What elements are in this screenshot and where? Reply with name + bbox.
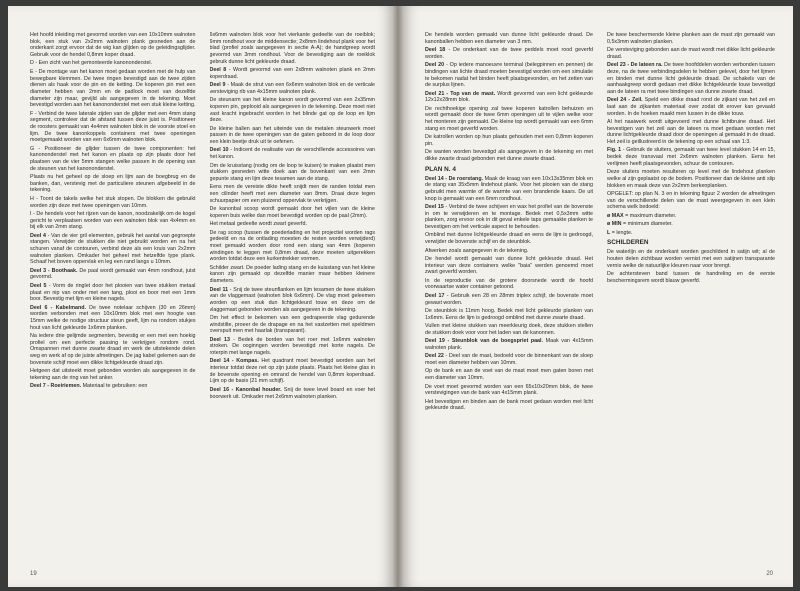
paragraph: De twee beschermende kleine planken aan de mast zijn gemaakt van 0,5x3mm walnoten planken. bbox=[607, 32, 775, 45]
paragraph: Eens men de vereiste dikte heeft snijdt men de randen totdat men een cilinder heeft met een diameter van 8mm. Draai deze tegen schuurpapier om een pluizend oppervlak te verkrijgen. bbox=[209, 184, 375, 204]
section-heading: SCHILDEREN bbox=[607, 239, 649, 247]
paragraph: Deel 4 - Van de vier gril elementen, gebruik het aantal van gegroepte stangen. Verwijder de stukken die niet gebruikt worden en na het schuren vanaf de contouren, verbind deze als een kruis van 2x2mm walnoten planken. Omkader het geheel met hetzelfde type plank. Schaaf het boven oppervlak en leg een rand langs u 10mm. bbox=[30, 232, 196, 266]
paragraph: Deel 3 - Boothaak. De paal wordt gemaakt van 4mm rondhout, juist gevormd. bbox=[30, 267, 196, 281]
paragraph: Om het effect te bekomen van een gedrapeerde vlag gedurende windstilte, proeer de de drapage en na het vastzetten met speldmen overspuit men met haarlak (transparant). bbox=[209, 314, 375, 335]
paragraph: ø MIN = minimum diameter. bbox=[607, 221, 673, 228]
paragraph: De rechthoekige opening zal twee koperen katrollen behuizen en wordt gemaakt door de twee 6mm openingen uit te vijlen welke voor het monteren zijn gemaakt. De kleine top wordt gemaakt van een 6mm stang en moet geverfd worden. bbox=[425, 105, 593, 132]
paragraph: H - Toont de takels welke het stuk stopen. De blokken die gebruikt worden zijn deze met twee openingen van 10mm. bbox=[30, 195, 196, 209]
paragraph: Het bevestigen en binden aan de bank moet gedaan worden met licht gekleurde draad. bbox=[425, 398, 593, 412]
paragraph: In de reproductie van de grotere doorsnede wordt de hoofd voorwaartse water container getoond. bbox=[425, 277, 593, 291]
paragraph: Deel 22 - Deel van de mast, bedoeld voor de binnenkant van de sloep moet een diameter hebben van 10mm. bbox=[425, 353, 593, 366]
paragraph: Vullen met kleine stukken van meerkleurig doek, deze stukken stellen de stukken doek voor voor het laden van de kanonnen. bbox=[425, 323, 593, 336]
paragraph: Het metaal gedeelte wordt zwart geverfd. bbox=[209, 221, 307, 228]
paragraph: Al het naaiwerk wordt uitgevoerd met dunne lichtbruine draad. Het bevestigen van het zeil aan de lateen ra moet gedaan worden met dunne lichtgekleurde draad door de openingen al gemaakt in de draad. Het zeil is geillustreerd in de tekening op een schaal van 1:3. bbox=[607, 119, 775, 146]
paragraph: Deel 14 - De roerstang. Maak de kraag van een 10x13x35mm blok en de stang van 35x5mm lindehout plank. Voor het plooien van de stang gebruikt men warmte of de warmte van een brandende kaars. De uit knop is gemaakt van een 6mm rondhout. bbox=[425, 175, 593, 202]
section-heading: PLAN N. 4 bbox=[425, 165, 456, 173]
paragraph: De kleine ballen aan het uiteinde van de metalen steunwerk moet passen in de twee openingen van de gaten geboord in de loop door een klein beetje druk uit te oefenen. bbox=[209, 125, 375, 146]
paragraph: Deel 18 - De onderkant van de twee peddels moet rood geverfd worden. bbox=[425, 47, 593, 60]
paragraph: E - De montage van het kanon moet gedaan worden met de hulp van bewegbare klemmen. De twee ringen bevestigd aan de twee zijden dienen als haak voor de pin en de ketting. De koperen pin met een diameter hebben van 2mm en de padlock moet van dezelfde diameter zijn maar, gevijld als aangegeven in de tekening. Moet bevestigd worden aan het kanononderstel met een stuk kleine ketting. bbox=[30, 68, 196, 109]
paragraph: Deel 24 - Zeil. Speld een dikke draad rond de zijkant van het zeil en laat aan de zijkanten materiaal over zodat dit erover kan gevaald worden. In de hoeken maakt men lussen in de dikke touw. bbox=[607, 97, 775, 117]
paragraph: L = lengte. bbox=[607, 229, 633, 236]
paragraph: Schilder zwart. De poeder lading stang en de kuisstang van het kleine kanon zijn gemaakt op dezelfde manier maar hebben kleinere diameters. bbox=[209, 264, 375, 285]
left-page bbox=[8, 6, 393, 587]
paragraph: Afwerken zoals aangegeven in de tekening. bbox=[425, 247, 529, 254]
right-page-columns bbox=[425, 32, 775, 563]
paragraph: I - De hendels voor het rijzen van de kanon, noodzakelijk om de kogel gericht te verplaatsen worden van een walnoten blok van 4x4mm en bij elk van 2mm stang. bbox=[30, 210, 196, 231]
paragraph: Deel 13 - Bedek de borden van het roer met 1x6mm walnoten stroken. De ooginngen worden bevestigd met korte nagels. De roterpin met lange nagels. bbox=[209, 336, 375, 357]
paragraph: Deel 19 - Steunblok van de boegspriet paal. Maak van 4x15mm walnoten plank. bbox=[425, 338, 593, 351]
paragraph: De steunarm van het kleine kanon wordt gevormd van een 2x35mm koperen pin, geplooid als aangegeven in de tekening. Deze moet niet vast kracht ingebracht worden in het blinde gat op de loop en lijm deze. bbox=[209, 97, 375, 124]
left-page-column-1 bbox=[30, 32, 196, 563]
paragraph: Het hoofd inleiding met gevormd worden van een 10x10mm walnoten blok, een stuk van 2x2mm walnoten plank gesneden aan de onderkant zorgt ervoor dat de wig kan glijden op de geleidingsglijder. Gebruik voor de hendel 0,8mm koper draad. bbox=[30, 32, 196, 58]
paragraph: Omblind met dunne lichtgekleurde draad en eens de lijm is gedroogd, verwijder de bovenste schijf en de steunblok. bbox=[425, 232, 593, 246]
right-page bbox=[403, 6, 793, 587]
paragraph: De voet moet gevormd worden van een 65x10x20mm blok, de twee verstevigingen van de bank van 4x15mm plank. bbox=[425, 383, 593, 397]
paragraph: Deel 10 - Indicent de realisatie van de verschillende accessoires van het kanon. bbox=[209, 147, 375, 161]
paragraph: Deel 20 - Op iedere manoeuvre terminal (belegpinnen en pennen) de bindingen van lichte draad moeten bevestigd worden om een simulatie te bekomen nadat het binden heeft plaatsgevonden, en het zetten van de surplus lijnen. bbox=[425, 62, 593, 89]
paragraph: De versteviging gebonden aan de mast wordt met dikke licht gekleurde draad. bbox=[607, 47, 775, 60]
paragraph: Om de kruisstang (nodig om de loop te kuisen) te maken plaatst men stukken gesneden witte doek aan de bovenkant van een 2mm gepunte stang en lijm deze tesamen aan de stang. bbox=[209, 162, 375, 182]
paragraph: De achtersteven band tussen de handreling en de eerste beschermingsrem wordt blauw geverfd. bbox=[607, 271, 775, 284]
paragraph: Deel 15 - Verbind de twee schijven en wax het profiel van de bovenste in om te verwijderen en te montage. Bedek met 0,5x3mm witte planken, zorg ervoor ook in dit geval enkele taps gemaakte planken te bevestigen om het verticale aspect te behouden. bbox=[425, 204, 593, 230]
right-page-number: 20 bbox=[766, 571, 773, 577]
paragraph: Fig. 1 - Gebruik de sluiters, gemaakt van twee level stukken 14 en 15, bedek deze transvaal met 2x6mm walnoten planken. Eens het verlijmen heeft plaatsgevonden, schuur de contouren. bbox=[607, 147, 775, 167]
paragraph: De steunblok is 11mm hoog. Bedek met licht gekleurde planken van 1x6mm. Eens de lijm is gedroogd omblind met dunne zwarte draad. bbox=[425, 307, 593, 321]
paragraph: Deel 9 - Maak de strut van een 6x6mm walnoten blok en de verticale versteviging rib van 4x15mm walnoten plank. bbox=[209, 82, 375, 95]
right-page-column-2 bbox=[607, 32, 775, 563]
paragraph: F - Verbind de twee laterale zijden van de glijder met een 4mm stang segment, controleer dat de afstand tussen deze juist is. Positioneer de roosters gemaakt van 4x4mm walnoten blok in de voorste stoel en lijm. De twee kanonkoppels containers met twee openingen moetgemaakt worden van een 6x6mm walnoten blok. bbox=[30, 110, 196, 144]
paragraph: De kanonbal scoop wordt gemaakt door het vijlen van de kleine koperen buis welke dan moet bevestigd worden op de paal (2mm). bbox=[209, 206, 375, 219]
paragraph: De hendels worden gemaakt van dunne licht gekleurde draad. De kanonballen hebben een diameter van 3 mm. bbox=[425, 32, 593, 45]
paragraph: Plaats nu het geheel op de sloep en lijm aan de boegbrug en de banken, dan, verstevig met de particuliere steunen afgebeeld in de tekening. bbox=[30, 174, 196, 194]
paragraph: Na iedere drie gelijmde segmenten, bevestig er een met een hoekig profiel om een perfecte passing te verkrijgen rondom rond. Omspannen met dunne zwarte draad en werk de uitstekende delen weg en werk af op de juiste afmetingen. De jag kabel gelemen aan de bovenste schijf moet een dikke lichtgekleurde draad zijn. bbox=[30, 333, 196, 366]
paragraph: De hendel wordt gemaakt van dunne licht gekleurde draad. Het interieur van deze containers welke "baia" werden genoemd moet zwart geverfd worden. bbox=[425, 256, 593, 276]
paragraph: Op de bank en aan de voet van de mast moet men gaten boren met een diameter van 10mm. bbox=[425, 368, 593, 382]
paragraph: De waterlijn en de onderkant worden geschilderd in satijn wit; al de houten delen zichtbaar worden vernist met een satijnen transparante vernis welke de natuurlijke kleuren naar voor brengt. bbox=[607, 249, 775, 269]
paragraph: Deel 6 - Kabelmand. De twee notelaar schijven (30 en 26mm) worden verbonden met een 10x10mm blok met een hoogte van 15mm welke de nodige structuur steun geeft, lijm na rondom stukjes hout van licht gekleurde 1x6mm planken. bbox=[30, 304, 196, 331]
left-page-number: 19 bbox=[30, 571, 37, 577]
paragraph: Deel 16 - Kanonbal houder. Snij de twee level board en voer het boorwerk uit. Omkader met 2x6mm walnoten planken. bbox=[209, 386, 375, 400]
paragraph: Hetgeen dat uitsteekt moet gebonden worden als aangegeven in de tekening aan de ring van het anker. bbox=[30, 368, 196, 381]
paragraph: G - Positioneer de glijder tussen de twee componenten: het kanononderstel met het kanon en plaats op zijn plaats door het plaatsen van de vier 5mm stangen welke passen in de opening van de steunen van het kanononderstel. bbox=[30, 145, 196, 172]
paragraph: ø MAX = maximum diameter. bbox=[607, 212, 677, 219]
paragraph: Deel 14 - Kompas. Het quadrant moet bevestigd worden aan het interieur totdat deze net op zijn juiste plaats. Plaats het kleine glas in de bovenste opening en omrand de hendel van 0,8mm koperdraad. Lijm op de basis (21 mm schijf). bbox=[209, 358, 375, 385]
paragraph: De wanten worden bevestigd als aangegeven in de tekening en met dikke zwarte draad gebonden met dunne zwarte draad. bbox=[425, 149, 593, 162]
paragraph: Deel 8 - Wordt gevormd van een 2x8mm walnoten plank en 2mm koperdraad. bbox=[209, 67, 375, 80]
left-page-column-2 bbox=[210, 32, 376, 563]
paragraph: De rag scoop (tussen de poederlading en het projectiel worden rags gedeeld en na de ontlading moesten de resten worden verwijderd) moet gemaakt worden door rond een stang van 4mm (koperen windingen te leggen met 0,8mm draad, deze moeten uitgerekken worden totdat deze een kurkentrekker vormen. bbox=[209, 229, 375, 263]
paragraph: Deel 17 - Gebruik een 28 en 28mm triplex schijf, de bovenste moet gewaxt worden. bbox=[425, 292, 593, 306]
paragraph: Deel 11 - Snij de twee steunflanken en lijm tesamen de twee stukken van de vlaggemast (walnoten blok 6x6mm). De vlag moet geleemen worden op een stuk dun lichtgekleurd touw en deze om de vlaggemast gebonden worden als aangegeven in de tekening. bbox=[209, 286, 375, 313]
paragraph: Deel 5 - Vorm de ringlet door het plooien van twee stukken metaal plaat en nip van onder met een tang, plooi en boor met een 1mm boor. Bevestig met lijm en kleine nagels. bbox=[30, 282, 196, 303]
paragraph: D - Een zicht van het gemonteerde kanononderstel. bbox=[30, 60, 153, 67]
book-gutter bbox=[393, 6, 403, 587]
paragraph: Deel 23 - De lateen ra. De twee hoofddelen worden verbonden tussen deze, na de twee verbindingsdelen te hebben gelevel, door het lijmen en binden met dunne licht gekleurde draad. De schakels van de aanhaakgreep wordt gedaan met dikke lichtgekleurde touw bevestigd aan de lateen ra met twee bindingen van dunne zwarte draad. bbox=[607, 62, 775, 95]
paragraph: Deel 7 - Roeiriemen. Materiaal te gebruiken: een bbox=[30, 383, 148, 390]
left-page-columns bbox=[30, 32, 375, 563]
paragraph: OPGELET: op plan N. 3 en in tekening figuur 2 worden de afmetingen van de verschillende delen van de mast weergegeven in een klein schema welk bedoeld: bbox=[607, 191, 775, 211]
paragraph: Deel 21 - Top van de mast. Wordt gevormd van een licht gekleurde 12x12x28mm blok. bbox=[425, 90, 593, 104]
right-page-column-1 bbox=[425, 32, 593, 563]
paragraph: De katrollen worden op hun plaats gehouden met een 0,8mm koperen pin. bbox=[425, 134, 593, 147]
paragraph: 6x6mm walnoten blok voor het vierkante gedeelte van de roeiblok; 6mm rondhout voor de middensectie; 2x8mm lindehout plank voor het blad (profiel zoals aangegeven in sectie A-A); de handgreep wordt gevormd van 3mm rondhout. Voor de bevestiging aan de roeiklok gebruik dunne licht gekleurde draad. bbox=[209, 32, 375, 65]
paragraph: Deze sluiters moeten resulteren op level met de lindehout planken welke al zijn geplaatst op de bodem. Positioneer dan de kleine anti slip blokken en maak deze van 2x2mm berkenplanken. bbox=[607, 169, 775, 189]
